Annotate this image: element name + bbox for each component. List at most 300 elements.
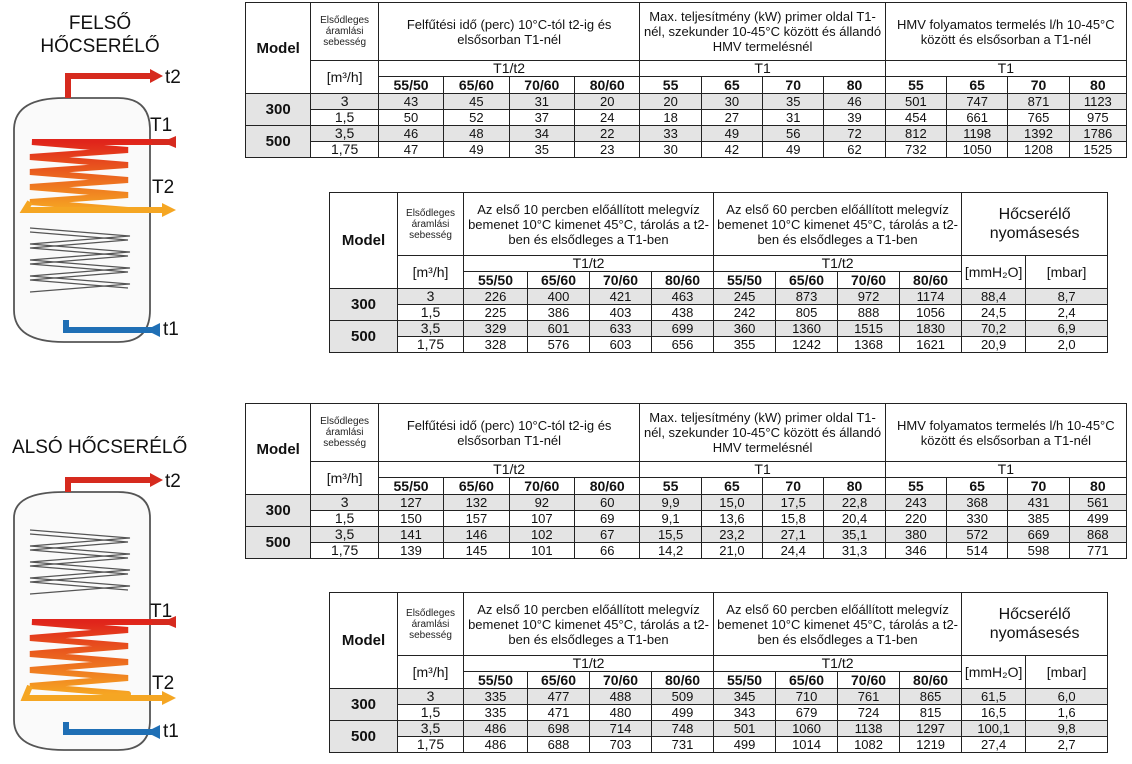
value-cell: 480 (590, 705, 652, 721)
model-cell: 300 (330, 689, 398, 721)
temp-header: 65/60 (776, 272, 838, 289)
flow-cell: 3 (311, 495, 378, 511)
value-cell: 871 (1008, 94, 1069, 110)
value-cell: 488 (590, 689, 652, 705)
value-cell: 815 (900, 705, 962, 721)
value-cell: 514 (947, 543, 1008, 559)
value-cell: 698 (528, 721, 590, 737)
value-cell: 6,0 (1026, 689, 1108, 705)
value-cell: 47 (378, 142, 443, 158)
value-cell: 688 (528, 737, 590, 753)
value-cell: 146 (444, 527, 509, 543)
table-row (330, 689, 1108, 705)
value-cell: 345 (714, 689, 776, 705)
value-cell: 13,6 (701, 511, 762, 527)
value-cell: 46 (378, 126, 443, 142)
table-row (246, 527, 1127, 543)
value-cell: 1360 (776, 321, 838, 337)
value-cell: 21,0 (701, 543, 762, 559)
value-cell: 132 (444, 495, 509, 511)
group-t1t2: T1/t2 (378, 462, 640, 478)
value-cell: 56 (763, 126, 824, 142)
temp-header: 65/60 (528, 672, 590, 689)
temp-header: 65 (701, 77, 762, 94)
col-primary-flow-header: Elsődleges áramlási sebesség (398, 593, 464, 656)
temp-header: 55/50 (378, 77, 443, 94)
value-cell: 23,2 (701, 527, 762, 543)
temp-header: 80/60 (575, 77, 640, 94)
value-cell: 22,8 (824, 495, 885, 511)
value-cell: 1123 (1069, 94, 1126, 110)
value-cell: 463 (652, 289, 714, 305)
lower-second-table (329, 592, 1108, 753)
group-t1t2: T1/t2 (378, 61, 640, 77)
table-row (330, 737, 1108, 753)
value-cell: 499 (1069, 511, 1126, 527)
value-cell: 656 (652, 337, 714, 353)
value-cell: 1621 (900, 337, 962, 353)
value-cell: 6,9 (1026, 321, 1108, 337)
value-cell: 24 (575, 110, 640, 126)
temp-header: 65 (947, 77, 1008, 94)
value-cell: 454 (885, 110, 946, 126)
table-row (246, 543, 1127, 559)
value-cell: 1174 (900, 289, 962, 305)
col-first60-header: Az első 60 percben előállított melegvíz bemenet 10°C kimenet 45°C, tárolás a t2-ben és elsődleges a T1-ben (714, 193, 962, 256)
value-cell: 24,4 (763, 543, 824, 559)
value-cell: 360 (714, 321, 776, 337)
value-cell: 69 (575, 511, 640, 527)
flow-unit: [m³/h] (311, 462, 378, 495)
value-cell: 368 (947, 495, 1008, 511)
value-cell: 145 (444, 543, 509, 559)
value-cell: 330 (947, 511, 1008, 527)
tank-body (14, 98, 150, 342)
temp-header: 80/60 (652, 272, 714, 289)
value-cell: 27 (701, 110, 762, 126)
col-dhw-header: HMV folyamatos termelés l/h 10-45°C között és elsősorban a T1-nél (885, 3, 1126, 61)
value-cell: 37 (509, 110, 574, 126)
value-cell: 150 (378, 511, 443, 527)
temp-header: 55/50 (714, 672, 776, 689)
value-cell: 243 (885, 495, 946, 511)
value-cell: 23 (575, 142, 640, 158)
value-cell: 501 (885, 94, 946, 110)
value-cell: 50 (378, 110, 443, 126)
value-cell: 27,4 (962, 737, 1026, 753)
value-cell: 380 (885, 527, 946, 543)
value-cell: 67 (575, 527, 640, 543)
value-cell: 386 (528, 305, 590, 321)
value-cell: 33 (640, 126, 701, 142)
value-cell: 48 (444, 126, 509, 142)
value-cell: 45 (444, 94, 509, 110)
value-cell: 438 (652, 305, 714, 321)
value-cell: 46 (824, 94, 885, 110)
table-row (246, 94, 1127, 110)
value-cell: 8,7 (1026, 289, 1108, 305)
value-cell: 385 (1008, 511, 1069, 527)
value-cell: 679 (776, 705, 838, 721)
value-cell: 888 (838, 305, 900, 321)
flow-cell: 1,75 (311, 543, 378, 559)
value-cell: 335 (464, 689, 528, 705)
value-cell: 14,2 (640, 543, 701, 559)
flow-cell: 1,75 (311, 142, 378, 158)
value-cell: 805 (776, 305, 838, 321)
col-first60-header: Az első 60 percben előállított melegvíz bemenet 10°C kimenet 45°C, tárolás a t2-ben és elsődleges a T1-ben (714, 593, 962, 656)
upper-second-table (329, 192, 1108, 353)
group-t1t2: T1/t2 (714, 656, 962, 672)
temp-header: 80 (1069, 478, 1126, 495)
value-cell: 18 (640, 110, 701, 126)
value-cell: 141 (378, 527, 443, 543)
value-cell: 1525 (1069, 142, 1126, 158)
value-cell: 661 (947, 110, 1008, 126)
value-cell: 812 (885, 126, 946, 142)
table-row (330, 321, 1108, 337)
value-cell: 102 (509, 527, 574, 543)
group-t1t2: T1/t2 (714, 256, 962, 272)
value-cell: 486 (464, 737, 528, 753)
value-cell: 761 (838, 689, 900, 705)
value-cell: 771 (1069, 543, 1126, 559)
temp-header: 55 (885, 77, 946, 94)
value-cell: 714 (590, 721, 652, 737)
value-cell: 220 (885, 511, 946, 527)
value-cell: 732 (885, 142, 946, 158)
temp-header: 70 (763, 77, 824, 94)
flow-cell: 3,5 (311, 527, 378, 543)
value-cell: 101 (509, 543, 574, 559)
value-cell: 31,3 (824, 543, 885, 559)
model-cell: 500 (246, 527, 311, 559)
value-cell: 31 (763, 110, 824, 126)
col-heat-time-header: Felfűtési idő (perc) 10°C-tól t2-ig és elsősorban T1-nél (378, 3, 640, 61)
flow-cell: 3,5 (398, 321, 464, 337)
value-cell: 403 (590, 305, 652, 321)
value-cell: 486 (464, 721, 528, 737)
value-cell: 601 (528, 321, 590, 337)
temp-header: 55 (640, 478, 701, 495)
value-cell: 24,5 (962, 305, 1026, 321)
arrow-t2 (150, 69, 163, 83)
value-cell: 35 (763, 94, 824, 110)
flow-cell: 1,75 (398, 337, 464, 353)
value-cell: 873 (776, 289, 838, 305)
col-primary-flow-header: Elsődleges áramlási sebesség (311, 404, 378, 462)
lower-port-t1: t1 (163, 721, 179, 742)
table-row (246, 495, 1127, 511)
value-cell: 20,9 (962, 337, 1026, 353)
value-cell: 35 (509, 142, 574, 158)
value-cell: 72 (824, 126, 885, 142)
value-cell: 1,6 (1026, 705, 1108, 721)
temp-header: 70 (1008, 478, 1069, 495)
col-model-header: Model (246, 3, 311, 94)
group-t1: T1 (640, 462, 885, 478)
value-cell: 1208 (1008, 142, 1069, 158)
value-cell: 43 (378, 94, 443, 110)
value-cell: 328 (464, 337, 528, 353)
value-cell: 669 (1008, 527, 1069, 543)
value-cell: 603 (590, 337, 652, 353)
value-cell: 2,7 (1026, 737, 1108, 753)
value-cell: 245 (714, 289, 776, 305)
upper-title-line2: HŐCSERÉLŐ (40, 36, 160, 57)
value-cell: 20 (575, 94, 640, 110)
col-primary-flow-header: Elsődleges áramlási sebesség (398, 193, 464, 256)
lower-main-table (245, 403, 1127, 559)
value-cell: 598 (1008, 543, 1069, 559)
group-t1: T1 (640, 61, 885, 77)
value-cell: 335 (464, 705, 528, 721)
temp-header: 65/60 (444, 77, 509, 94)
value-cell: 139 (378, 543, 443, 559)
upper-port-T2: T2 (152, 177, 175, 198)
value-cell: 972 (838, 289, 900, 305)
value-cell: 703 (590, 737, 652, 753)
flow-cell: 1,5 (311, 110, 378, 126)
col-primary-flow-header: Elsődleges áramlási sebesség (311, 3, 378, 61)
flow-unit: [m³/h] (398, 256, 464, 289)
value-cell: 1082 (838, 737, 900, 753)
flow-cell: 1,75 (398, 737, 464, 753)
col-dhw-header: HMV folyamatos termelés l/h 10-45°C között és elsősorban a T1-nél (885, 404, 1126, 462)
value-cell: 30 (640, 142, 701, 158)
temp-header: 55/50 (714, 272, 776, 289)
value-cell: 499 (714, 737, 776, 753)
temp-header: 70/60 (590, 272, 652, 289)
value-cell: 699 (652, 321, 714, 337)
unit-mbar: [mbar] (1026, 256, 1108, 289)
value-cell: 127 (378, 495, 443, 511)
flow-cell: 1,5 (398, 305, 464, 321)
lower-port-t2: t2 (165, 471, 181, 492)
value-cell: 576 (528, 337, 590, 353)
upper-title (30, 12, 170, 58)
value-cell: 477 (528, 689, 590, 705)
value-cell: 346 (885, 543, 946, 559)
unit-mbar: [mbar] (1026, 656, 1108, 689)
value-cell: 92 (509, 495, 574, 511)
value-cell: 49 (763, 142, 824, 158)
value-cell: 400 (528, 289, 590, 305)
value-cell: 1014 (776, 737, 838, 753)
value-cell: 9,9 (640, 495, 701, 511)
value-cell: 35,1 (824, 527, 885, 543)
value-cell: 471 (528, 705, 590, 721)
value-cell: 27,1 (763, 527, 824, 543)
value-cell: 1297 (900, 721, 962, 737)
value-cell: 1219 (900, 737, 962, 753)
value-cell: 710 (776, 689, 838, 705)
value-cell: 22 (575, 126, 640, 142)
value-cell: 865 (900, 689, 962, 705)
temp-header: 70/60 (509, 478, 574, 495)
value-cell: 62 (824, 142, 885, 158)
temp-header: 80 (824, 77, 885, 94)
value-cell: 66 (575, 543, 640, 559)
group-t1t2: T1/t2 (464, 256, 714, 272)
temp-header: 70/60 (590, 672, 652, 689)
value-cell: 100,1 (962, 721, 1026, 737)
value-cell: 1138 (838, 721, 900, 737)
value-cell: 2,0 (1026, 337, 1108, 353)
flow-cell: 3 (311, 94, 378, 110)
value-cell: 1060 (776, 721, 838, 737)
value-cell: 1050 (947, 142, 1008, 158)
temp-header: 55/50 (464, 672, 528, 689)
flow-unit: [m³/h] (398, 656, 464, 689)
upper-main-table (245, 2, 1127, 158)
value-cell: 17,5 (763, 495, 824, 511)
value-cell: 1830 (900, 321, 962, 337)
upper-port-T1: T1 (150, 115, 173, 136)
value-cell: 9,1 (640, 511, 701, 527)
flow-cell: 3,5 (398, 721, 464, 737)
value-cell: 30 (701, 94, 762, 110)
table-row (330, 305, 1108, 321)
pipe-t2 (68, 480, 152, 492)
value-cell: 975 (1069, 110, 1126, 126)
table-row (246, 110, 1127, 126)
table-row (330, 289, 1108, 305)
group-t1: T1 (885, 462, 1126, 478)
value-cell: 49 (444, 142, 509, 158)
model-cell: 500 (330, 721, 398, 753)
col-model-header: Model (246, 404, 311, 495)
value-cell: 242 (714, 305, 776, 321)
value-cell: 431 (1008, 495, 1069, 511)
temp-header: 70/60 (838, 672, 900, 689)
value-cell: 15,0 (701, 495, 762, 511)
value-cell: 61,5 (962, 689, 1026, 705)
temp-header: 70 (763, 478, 824, 495)
value-cell: 88,4 (962, 289, 1026, 305)
value-cell: 16,5 (962, 705, 1026, 721)
value-cell: 157 (444, 511, 509, 527)
temp-header: 80 (824, 478, 885, 495)
value-cell: 561 (1069, 495, 1126, 511)
value-cell: 20,4 (824, 511, 885, 527)
value-cell: 70,2 (962, 321, 1026, 337)
temp-header: 65 (947, 478, 1008, 495)
value-cell: 34 (509, 126, 574, 142)
temp-header: 55 (640, 77, 701, 94)
flow-cell: 3 (398, 689, 464, 705)
table-row (330, 705, 1108, 721)
value-cell: 52 (444, 110, 509, 126)
col-model-header: Model (330, 593, 398, 689)
upper-port-t2: t2 (165, 67, 181, 88)
model-cell: 300 (246, 495, 311, 527)
flow-cell: 1,5 (311, 511, 378, 527)
value-cell: 724 (838, 705, 900, 721)
model-cell: 500 (246, 126, 311, 158)
value-cell: 868 (1069, 527, 1126, 543)
lower-port-T2: T2 (152, 673, 175, 694)
temp-header: 65 (701, 478, 762, 495)
value-cell: 2,4 (1026, 305, 1108, 321)
unit-mmh2o: [mmH₂O] (962, 656, 1026, 689)
temp-header: 55/50 (378, 478, 443, 495)
temp-header: 80/60 (575, 478, 640, 495)
value-cell: 225 (464, 305, 528, 321)
unit-mmh2o: [mmH₂O] (962, 256, 1026, 289)
value-cell: 747 (947, 94, 1008, 110)
value-cell: 107 (509, 511, 574, 527)
temp-header: 55/50 (464, 272, 528, 289)
group-t1t2: T1/t2 (464, 656, 714, 672)
value-cell: 501 (714, 721, 776, 737)
value-cell: 731 (652, 737, 714, 753)
col-max-power-header: Max. teljesítmény (kW) primer oldal T1-nél, szekunder 10-45°C között és állandó HMV termelésnél (640, 404, 885, 462)
model-cell: 500 (330, 321, 398, 353)
flow-unit: [m³/h] (311, 61, 378, 94)
upper-title-line1: FELSŐ (68, 13, 132, 34)
value-cell: 343 (714, 705, 776, 721)
temp-header: 55 (885, 478, 946, 495)
value-cell: 765 (1008, 110, 1069, 126)
table-row (246, 126, 1127, 142)
temp-header: 70 (1008, 77, 1069, 94)
model-cell: 300 (246, 94, 311, 126)
value-cell: 572 (947, 527, 1008, 543)
value-cell: 42 (701, 142, 762, 158)
temp-header: 80 (1069, 77, 1126, 94)
table-row (246, 142, 1127, 158)
col-first10-header: Az első 10 percben előállított melegvíz bemenet 10°C kimenet 45°C, tárolás a t2-ben és elsődleges a T1-ben (464, 193, 714, 256)
table-row (330, 721, 1108, 737)
value-cell: 633 (590, 321, 652, 337)
value-cell: 20 (640, 94, 701, 110)
value-cell: 1368 (838, 337, 900, 353)
temp-header: 65/60 (528, 272, 590, 289)
temp-header: 80/60 (900, 272, 962, 289)
value-cell: 60 (575, 495, 640, 511)
value-cell: 31 (509, 94, 574, 110)
value-cell: 1056 (900, 305, 962, 321)
arrow-t2 (150, 473, 163, 487)
col-heat-time-header: Felfűtési idő (perc) 10°C-tól t2-ig és elsősorban T1-nél (378, 404, 640, 462)
col-model-header: Model (330, 193, 398, 289)
value-cell: 9,8 (1026, 721, 1108, 737)
temp-header: 80/60 (900, 672, 962, 689)
value-cell: 499 (652, 705, 714, 721)
value-cell: 49 (701, 126, 762, 142)
flow-cell: 1,5 (398, 705, 464, 721)
value-cell: 226 (464, 289, 528, 305)
value-cell: 15,5 (640, 527, 701, 543)
value-cell: 1198 (947, 126, 1008, 142)
lower-title: ALSÓ HŐCSERÉLŐ (12, 437, 188, 458)
temp-header: 65/60 (776, 672, 838, 689)
value-cell: 421 (590, 289, 652, 305)
flow-cell: 3,5 (311, 126, 378, 142)
value-cell: 15,8 (763, 511, 824, 527)
value-cell: 1242 (776, 337, 838, 353)
value-cell: 39 (824, 110, 885, 126)
group-t1: T1 (885, 61, 1126, 77)
table-row (330, 337, 1108, 353)
temp-header: 70/60 (838, 272, 900, 289)
col-max-power-header: Max. teljesítmény (kW) primer oldal T1-nél, szekunder 10-45°C között és állandó HMV termelésnél (640, 3, 885, 61)
value-cell: 1786 (1069, 126, 1126, 142)
arrow-T2 (162, 203, 176, 217)
col-first10-header: Az első 10 percben előállított melegvíz bemenet 10°C kimenet 45°C, tárolás a t2-ben és elsődleges a T1-ben (464, 593, 714, 656)
value-cell: 748 (652, 721, 714, 737)
